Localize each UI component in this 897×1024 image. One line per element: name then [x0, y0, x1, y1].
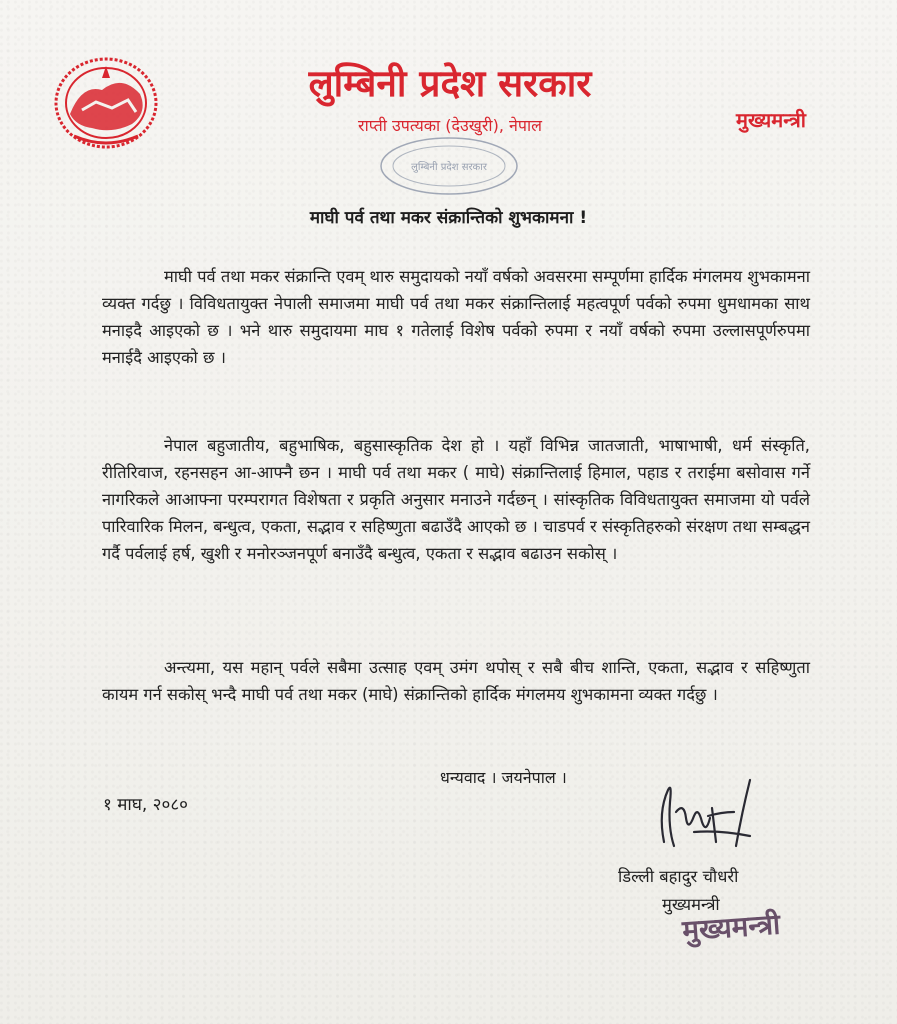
letter-heading: माघी पर्व तथा मकर संक्रान्तिको शुभकामना ! [309, 208, 588, 228]
letterhead-title: लुम्बिनी प्रदेश सरकार [308, 62, 592, 105]
government-emblem-icon [52, 54, 160, 152]
office-label: मुख्यमन्त्री [736, 108, 806, 132]
paragraph-2: नेपाल बहुजातीय, बहुभाषिक, बहुसास्कृतिक देश हो । यहाँ विभिन्न जातजाती, भाषाभाषी, धर्म संस्कृति, रीतिरिवाज, रहनसहन आ-आफ्नै छन । माघी पर्व तथा मकर ( माघे) संक्रान्तिलाई हिमाल, पहाड र तराईमा बसोवास गर्ने नागरिकले आआफ्ना परम्परागत विशेषता र प्रकृति अनुसार मनाउने गर्दछन् । सांस्कृतिक विविधतायुक्त समाजमा यो पर्वले पारिवारिक मिलन, बन्धुत्व, एकता, सद्भाव र सहिष्णुता बढाउँदै आएको छ । चाडपर्व र संस्कृतिहरुको संरक्षण तथा सम्बद्धन गर्दै पर्वलाई हर्ष, खुशी र मनोरञ्जनपूर्ण बनाउँदै बन्धुत्व, एकता र सद्भाव बढाउन सकोस् । [102, 436, 810, 563]
letter-date: १ माघ, २०८० [103, 795, 189, 815]
office-seal-text: लुम्बिनी प्रदेश सरकार [411, 162, 487, 173]
office-stamp-text: मुख्यमन्त्री [681, 907, 782, 948]
paragraph-1: माघी पर्व तथा मकर संक्रान्ति एवम् थारु समुदायको नयाँ वर्षको अवसरमा सम्पूर्णमा हार्दिक मंगलमय शुभकामना व्यक्त गर्दछु । विविधतायुक्त नेपाली समाजमा माघी पर्व तथा मकर संक्रान्तिलाई महत्वपूर्ण पर्वको रुपमा धुमधामका साथ मनाइदै आइएको छ । भने थारु समुदायमा माघ १ गतेलाई विशेष पर्वको रुपमा र नयाँ वर्षको रुपमा उल्लासपूर्णरुपमा मनाईदै आइएको छ । [102, 267, 810, 367]
office-seal-icon [378, 132, 520, 196]
closing-text: धन्यवाद । जयनेपाल । [440, 768, 567, 787]
office-stamp-icon [676, 898, 812, 948]
signatory-name: डिल्ली बहादुर चौधरी [618, 867, 739, 886]
paragraph-3: अन्त्यमा, यस महान् पर्वले सबैमा उत्साह एवम् उमंग थपोस् र सबै बीच शान्ति, एकता, सद्भाव र सहिष्णुता कायम गर्न सकोस् भन्दै माघी पर्व तथा मकर (माघे) संक्रान्तिको हार्दिक मंगलमय शुभकामना व्यक्त गर्दछु । [102, 658, 810, 704]
signatory-title: मुख्यमन्त्री [662, 895, 720, 914]
signature-icon [650, 772, 770, 860]
letterhead-subtitle: राप्ती उपत्यका (देउखुरी), नेपाल [358, 116, 542, 135]
